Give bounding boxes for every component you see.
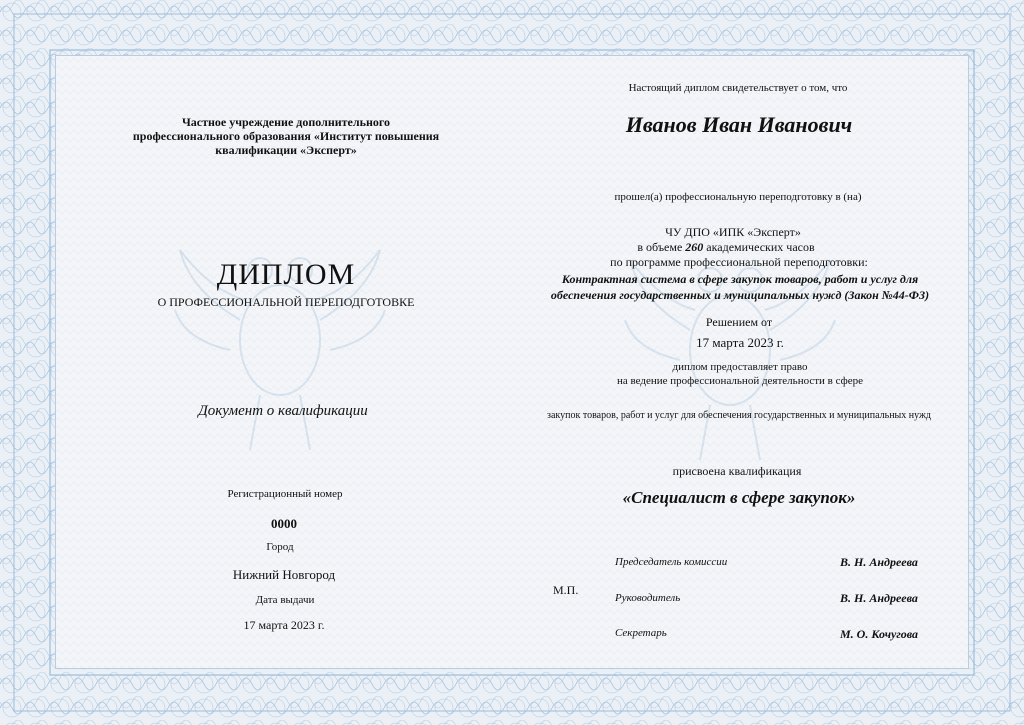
signature-role-secretary: Секретарь	[615, 627, 667, 639]
institution-line-1: Частное учреждение дополнительного	[181, 115, 391, 129]
diploma-title: ДИПЛОМ	[216, 258, 356, 291]
qualification-label: присвоена квалификация	[672, 464, 802, 478]
city: Нижний Новгород	[232, 567, 336, 582]
right-text-line-2: на ведение профессиональной деятельности в сфере	[616, 375, 864, 387]
hours-prefix: в объеме	[637, 240, 686, 254]
program-line-2: обеспечения государственных и муниципальных нужд (Закон №44-ФЗ)	[550, 288, 930, 302]
signature-role-director: Руководитель	[615, 592, 681, 604]
decision-date: 17 марта 2023 г.	[696, 335, 784, 350]
city-label: Город	[266, 541, 294, 553]
diploma-subtitle: О ПРОФЕССИОНАЛЬНОЙ ПЕРЕПОДГОТОВКЕ	[157, 295, 415, 309]
document-type: Документ о квалификации	[198, 403, 368, 419]
signature-name-director: В. Н. Андреева	[840, 591, 918, 605]
program-label: по программе профессиональной переподготовки:	[610, 255, 868, 269]
signature-role-chairman: Председатель комиссии	[615, 556, 728, 568]
issue-date-label: Дата выдачи	[255, 594, 315, 606]
decision-label: Решением от	[705, 315, 773, 329]
certify-text: Настоящий диплом свидетельствует о том, что	[628, 82, 848, 94]
program-line-1: Контрактная система в сфере закупок товаров, работ и услуг для	[561, 272, 919, 286]
seal-place: М.П.	[553, 583, 579, 597]
hours-line	[637, 240, 814, 255]
passed-text: прошел(а) профессиональную переподготовку в (на)	[614, 191, 862, 203]
institution-line-2: профессионального образования «Институт повышения	[132, 129, 440, 143]
recipient-name: Иванов Иван Иванович	[625, 112, 853, 137]
hours-value: 260	[685, 240, 704, 254]
hours-suffix: академических часов	[703, 240, 815, 254]
reg-number: 0000	[271, 516, 297, 531]
institution-line-3: квалификации «Эксперт»	[215, 143, 357, 157]
issue-date: 17 марта 2023 г.	[243, 618, 325, 632]
signature-name-secretary: М. О. Кочугова	[840, 627, 919, 641]
organization: ЧУ ДПО «ИПК «Эксперт»	[665, 225, 801, 239]
qualification: «Специалист в сфере закупок»	[622, 488, 856, 507]
reg-number-label: Регистрационный номер	[227, 488, 343, 500]
signature-name-chairman: В. Н. Андреева	[840, 555, 918, 569]
professional-field: закупок товаров, работ и услуг для обеспечения государственных и муниципальных нужд	[547, 410, 931, 421]
right-text-line-1: диплом предоставляет право	[672, 361, 808, 373]
